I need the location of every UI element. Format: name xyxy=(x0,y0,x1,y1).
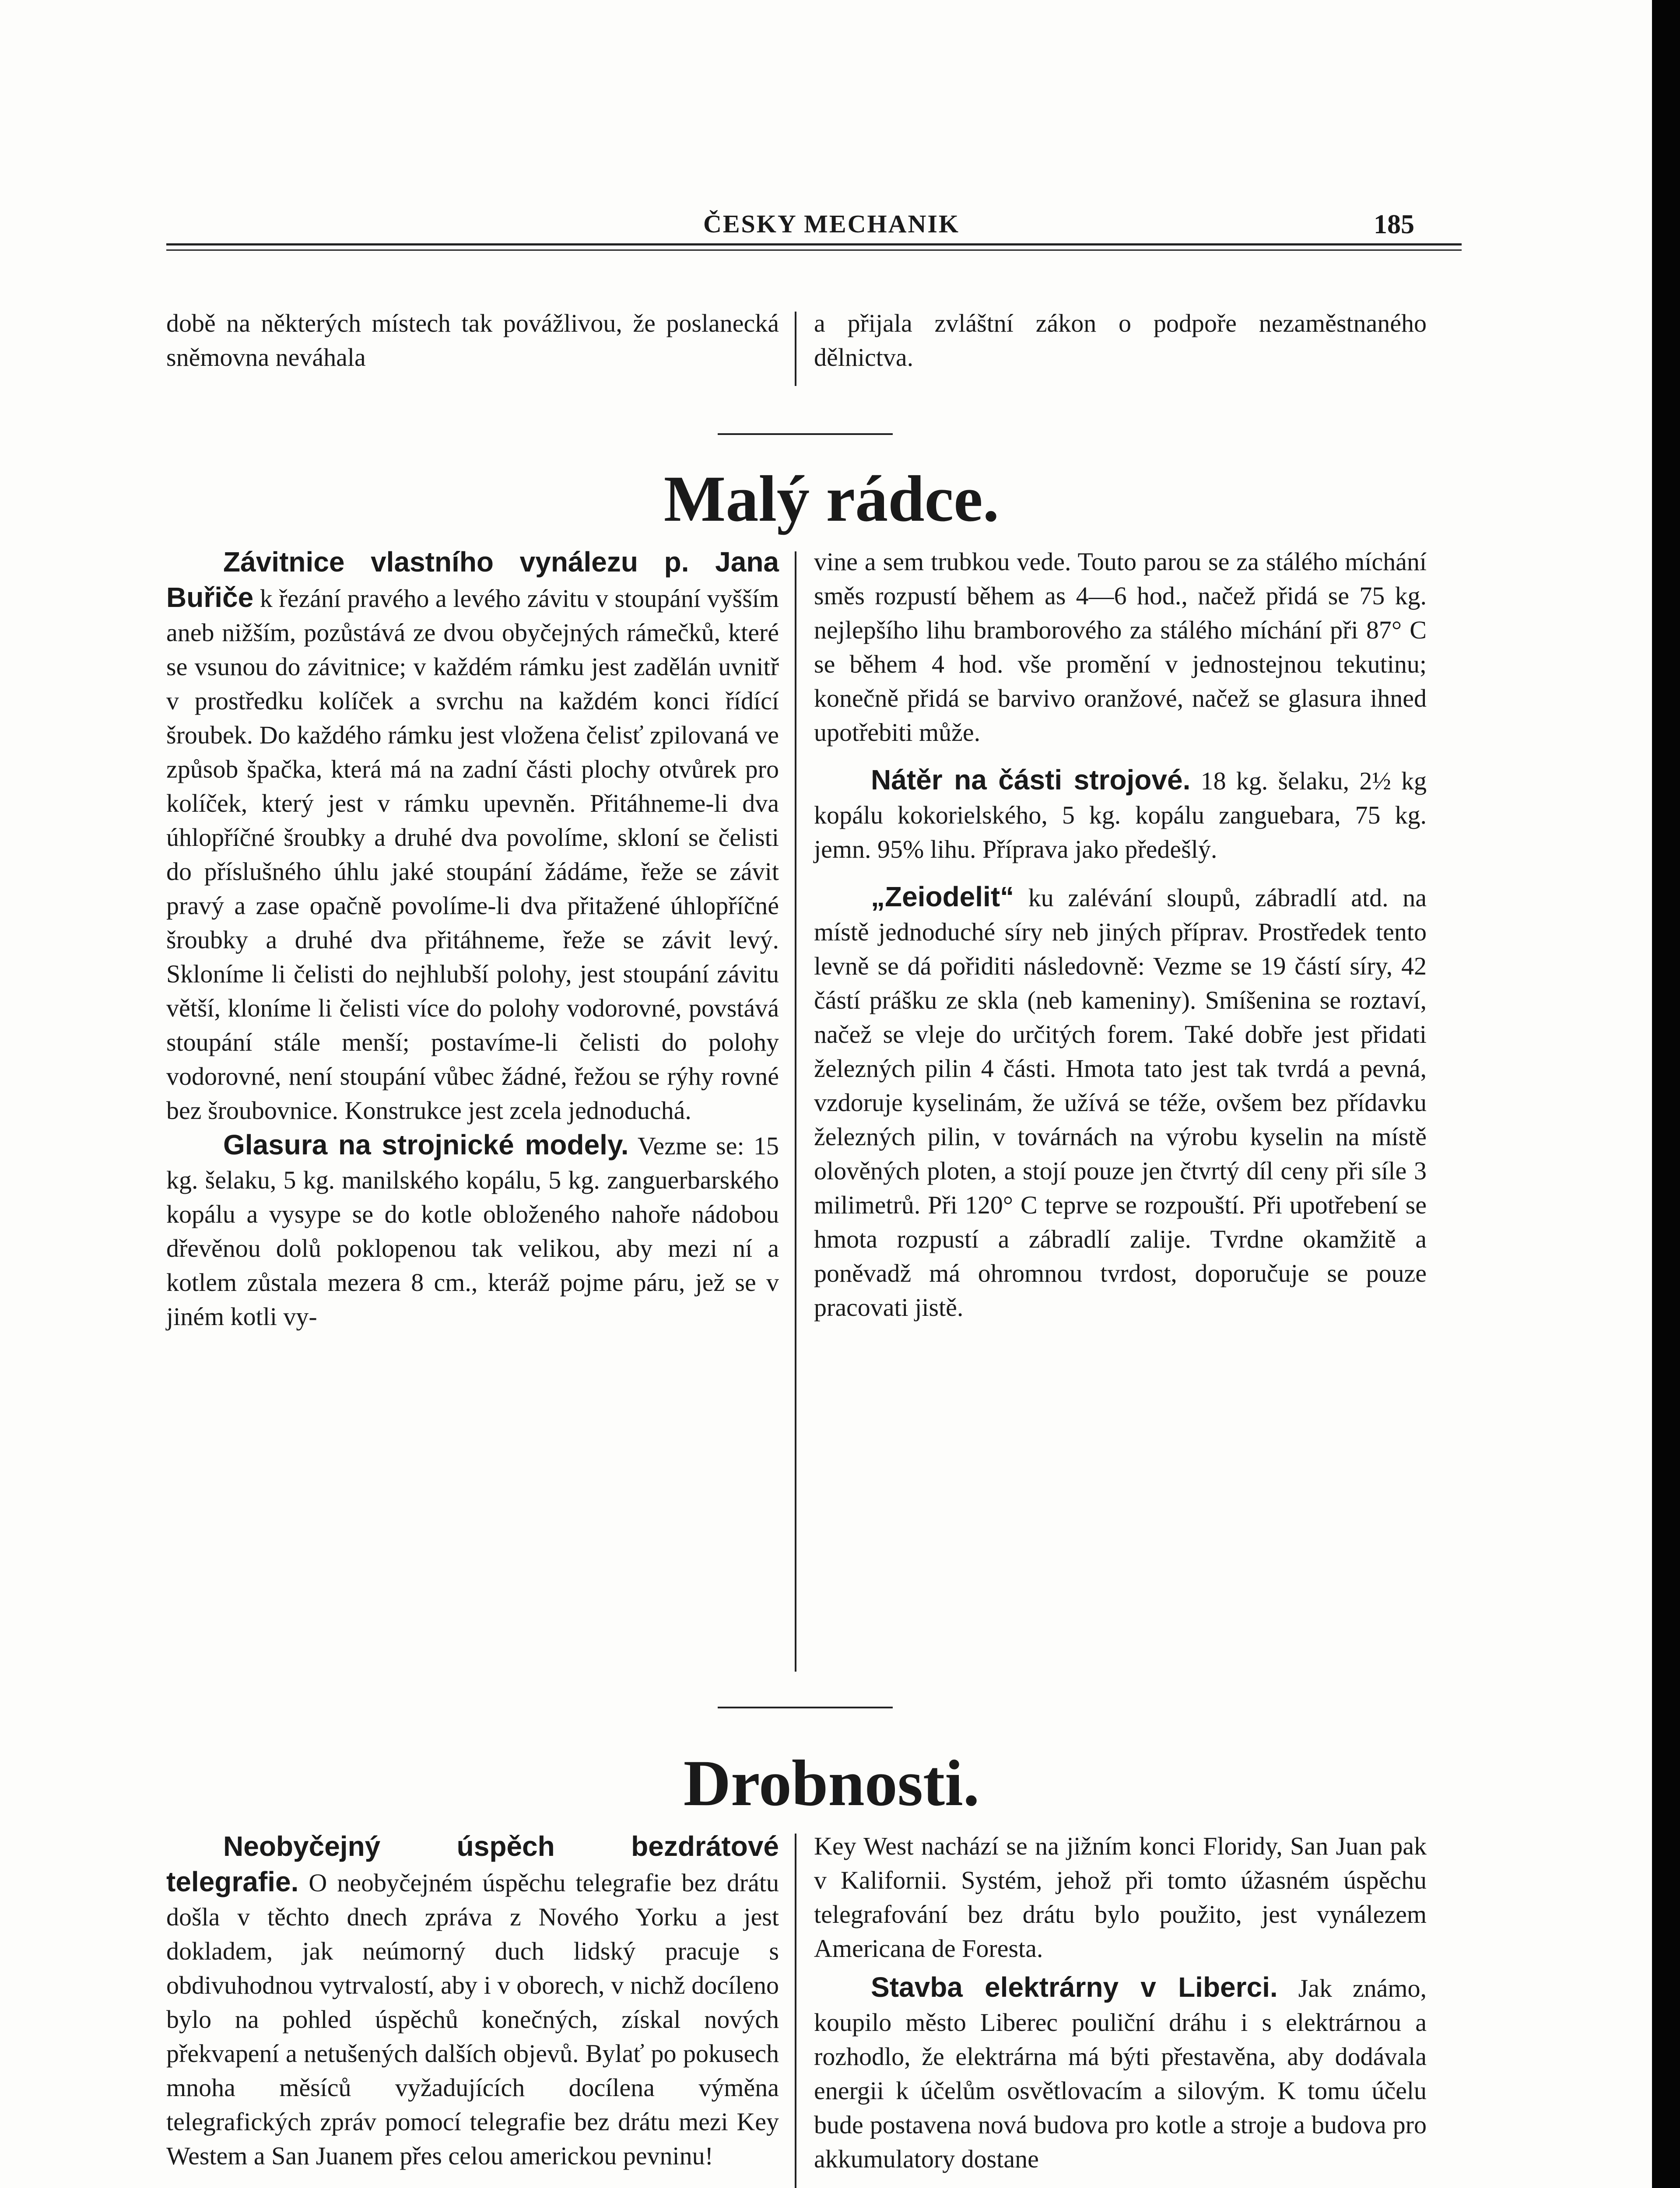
journal-title: ČESKY MECHANIK xyxy=(703,210,960,238)
article-telegrafie: Neobyčejný úspěch bezdrátové telegrafie. O neobyčejném úspěchu telegrafie bez drátu došla v těchto dnech zpráva z Nového Yorku a jest dokladem, jak neúmorný duch lidský pracuje s obdivuhodnou vytrvalostí, aby i v oborech, v nichž docíleno bylo na pohled úspěchů konečných, získal nových překvapení a netušených dalších objevů. Bylať po pokusech mnoha měsíců vyžadujících docílena výměna telegrafických zpráv pomocí telegrafie bez drátu mezi Key Westem a San Juanem přes celou americkou pevninu! xyxy=(166,1830,779,2170)
heading-glasura: Glasura na strojnické modely. xyxy=(223,1129,629,1161)
top-column-divider xyxy=(795,312,796,386)
article-glasura: Glasura na strojnické modely. Vezme se: 15 kg. šelaku, 5 kg. manilského kopálu, 5 kg. zanguerbarského kopálu a vysype se do kotle obloženého nahoře nádobou dřevěnou dolů poklopenou tak velikou, aby mezi ní a kotlem zůstala mezera 8 cm., kteráž pojme páru, jež se v jiném kotli vy- xyxy=(166,1129,779,1331)
section2-right-column xyxy=(814,1829,1427,2176)
scan-edge xyxy=(1652,0,1680,2188)
section1-left-column xyxy=(166,545,779,1334)
section-separator-2 xyxy=(718,1707,893,1708)
section2-column-divider xyxy=(795,1834,796,2188)
section2-left-column xyxy=(166,1829,779,2173)
article-telegrafie-cont: Key West nachází se na jižním konci Floridy, San Juan pak v Kalifornii. Systém, jehož při tomto úžasném úspěchu telegrafování bez drátu bylo použito, jest vynálezem Americana de Foresta. xyxy=(814,1832,1427,1963)
article-elektrarna: Stavba elektrárny v Liberci. Jak známo, koupilo město Liberec pouliční dráhu i s elektrárnou a rozhodlo, že elektrárna má býti přestavěna, aby dodávala energii k účelům osvětlovacím a silovým. K tomu účelu bude postavena nová budova pro kotle a stroje a budova pro akkumulatory dostane xyxy=(814,1971,1427,2173)
page-number: 185 xyxy=(1374,210,1414,239)
top-right-text: a přijala zvláštní zákon o podpoře nezaměstnaného dělnictva. xyxy=(814,309,1427,372)
section-title-maly-radce: Malý rádce. xyxy=(663,463,1000,535)
section-title-drobnosti: Drobnosti. xyxy=(683,1747,980,1820)
article-zeiodelit: „Zeiodelit“ ku zalévání sloupů, zábradlí atd. na místě jednoduché síry neb jiných příprav. Prostředek tento levně se dá pořiditi následovně: Vezme se 19 částí síry, 42 částí prášku ze skla (neb kameniny). Smíšenina se roztaví, načež se vleje do určitých forem. Také dobře jest přidati železných pilin 4 části. Hmota tato jest tak tvrdá a pevná, vzdoruje kyselinám, že užívá se téže, ovšem bez přídavku železných pilin, v továrnách na výrobu kyselin na místě olověných ploten, a stojí pouze jen čtvrtý díl ceny při síle 3 milimetrů. Při 120° C teprve se rozpouští. Při upotřebení se hmota rozpustí a zábradlí zalije. Tvrdne okamžitě a poněvadž má ohromnou tvrdost, doporučuje se pouze pracovati jistě. xyxy=(814,881,1427,1322)
article-glasura-cont: vine a sem trubkou vede. Touto parou se za stálého míchání směs rozpustí během as 4—6 hod., načež přidá se 75 kg. nejlepšího lihu bramborového za stálého míchání při 87° C se během 4 hod. vše promění v jednostejnou tekutinu; konečně přidá se barvivo oranžové, načež se glasura ihned upotřebiti může. xyxy=(814,547,1427,747)
heading-telegrafie: Neobyčejný úspěch bezdrátové telegrafie. xyxy=(166,1830,779,1897)
heading-elektrarna: Stavba elektrárny v Liberci. xyxy=(871,1971,1278,2003)
section-separator-1 xyxy=(718,433,893,435)
top-left-text: době na některých místech tak povážlivou, že poslanecká sněmovna neváhala xyxy=(166,309,779,372)
article-zavitnice: Závitnice vlastního vynálezu p. Jana Buřiče k řezání pravého a levého závitu v stoupání vyšším aneb nižším, pozůstává ze dvou obyčejných rámečků, které se vsunou do závitnice; v každém rámku jest zadělán uvnitř v prostředku kolíček a svrchu na každém konci řídící šroubek. Do každého rámku jest vložena čelisť zpilovaná ve způsob špačka, která má na zadní části plochy otvůrek pro kolíček, který jest v rámku upevněn. Přitáhneme-li dva úhlopříčné šroubky a druhé dva povolíme, skloní se čelisti do příslušného úhlu jaké stoupání žádáme, řeže se závit pravý a zase opačně povolíme-li dva přitažené úhlopříčné šroubky a druhé dva přitáhneme, řeže se závit levý. Skloníme li čelisti do nejhlubší polohy, jest stoupání závitu větší, kloníme li čelisti více do polohy vodorovné, povstává stoupání stále menší; postavíme-li čelisti do polohy vodorovné, není stoupání vůbec žádné, řežou se rýhy rovné bez šroubovnice. Konstrukce jest zcela jednoduchá. xyxy=(166,546,779,1125)
section1-right-column xyxy=(814,545,1427,1325)
header-rule-top xyxy=(166,243,1462,245)
heading-nater: Nátěr na části strojové. xyxy=(871,764,1191,796)
heading-zeiodelit: „Zeiodelit“ xyxy=(871,881,1014,912)
section1-column-divider xyxy=(795,551,796,1672)
heading-zavitnice: Závitnice vlastního vynálezu p. Jana Buřiče xyxy=(166,546,779,613)
header-rule-bottom xyxy=(166,249,1462,251)
article-nater: Nátěr na části strojové. 18 kg. šelaku, 2½ kg kopálu kokorielského, 5 kg. kopálu zanguebara, 75 kg. jemn. 95% lihu. Příprava jako předešlý. xyxy=(814,764,1427,863)
